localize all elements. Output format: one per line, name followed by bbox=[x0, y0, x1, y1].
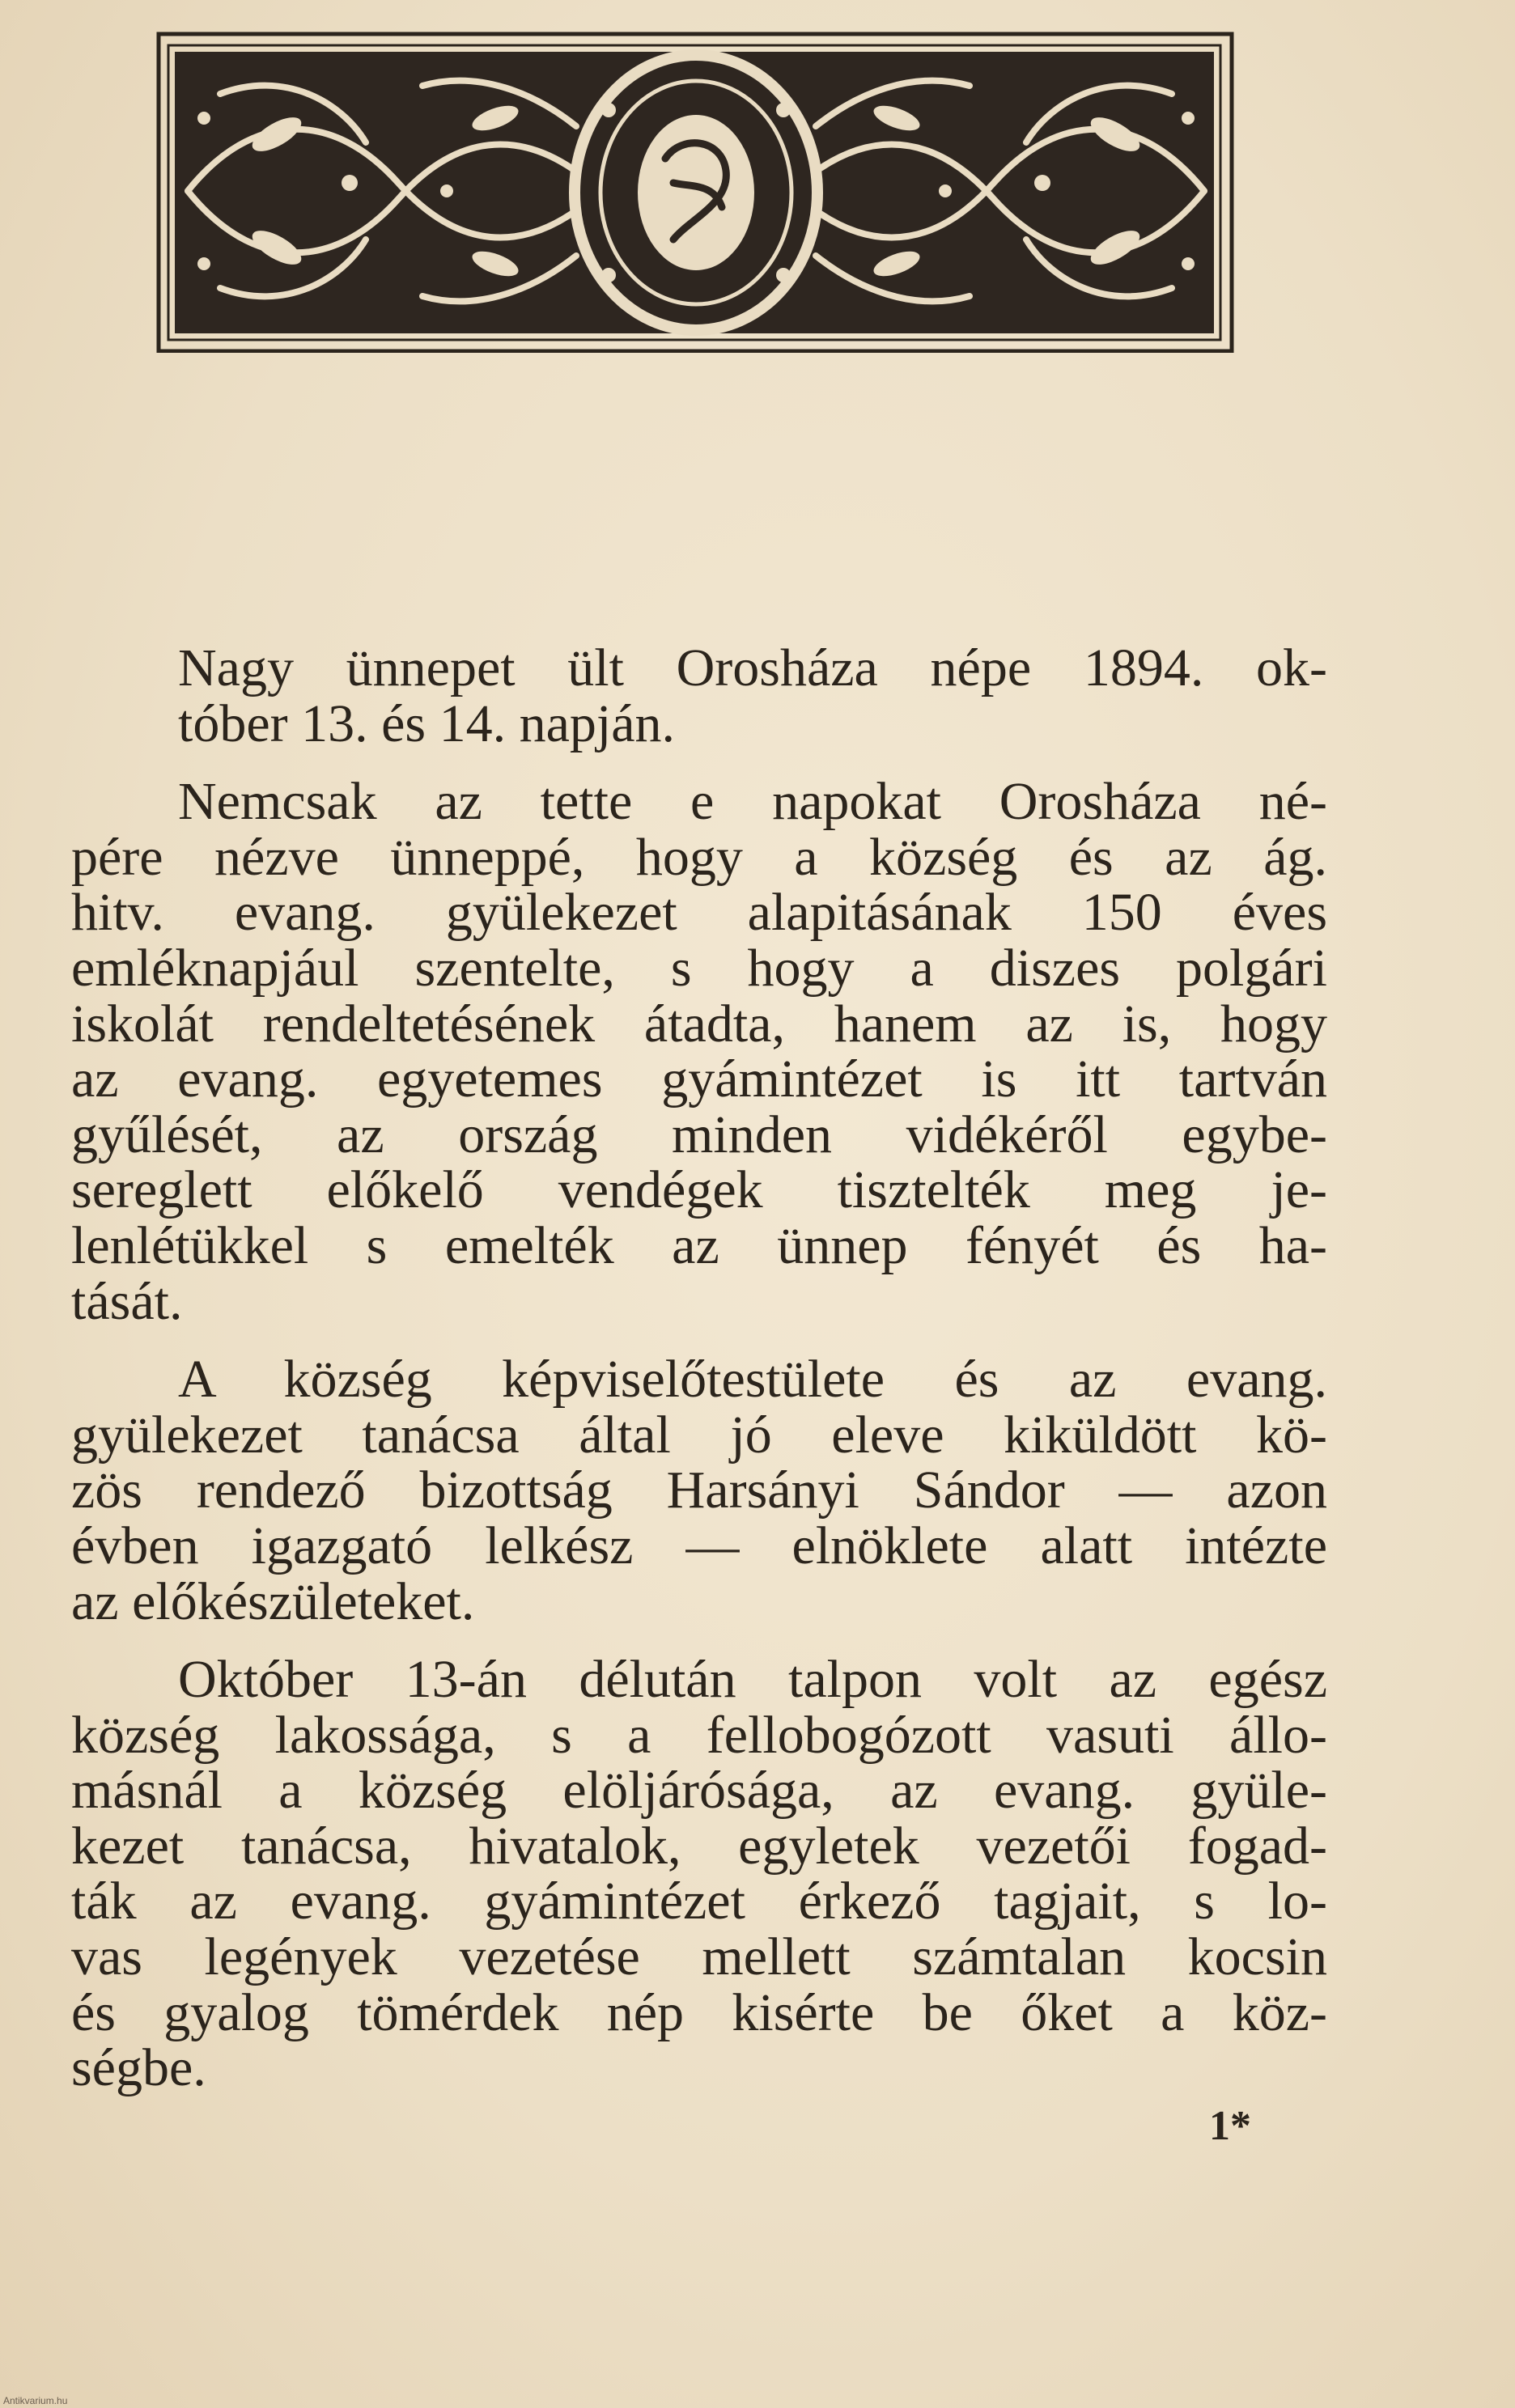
text-line: gyülekezet tanácsa által jó eleve kiküldött kö- bbox=[71, 1405, 1327, 1465]
text-line: pére nézve ünneppé, hogy a község és az ág. bbox=[71, 827, 1327, 887]
paragraph bbox=[71, 1652, 1327, 2096]
text-line: A község képviselőtestülete és az evang. bbox=[178, 1350, 1327, 1410]
text-line: másnál a község elöljárósága, az evang. gyüle- bbox=[71, 1761, 1327, 1821]
signature-mark: 1* bbox=[1209, 2103, 1251, 2149]
paragraph bbox=[71, 638, 1327, 753]
text-line: sereglett előkelő vendégek tisztelték meg je- bbox=[71, 1160, 1327, 1220]
text-line: ségbe. bbox=[71, 2038, 206, 2098]
paragraph bbox=[71, 774, 1327, 1329]
text-line: tását. bbox=[71, 1271, 183, 1331]
watermark: Antikvarium.hu bbox=[3, 2395, 68, 2406]
text-line: iskolát rendeltetésének átadta, hanem az is, hogy bbox=[71, 994, 1327, 1054]
body-text bbox=[71, 638, 1327, 2098]
text-line: hitv. evang. gyülekezet alapitásának 150 éves bbox=[71, 883, 1327, 943]
text-line: lenlétükkel s emelték az ünnep fényét és ha- bbox=[71, 1215, 1327, 1275]
paragraph bbox=[71, 1352, 1327, 1630]
text-line: kezet tanácsa, hivatalok, egyletek vezetői fogad- bbox=[71, 1816, 1327, 1876]
text-line: évben igazgató lelkész — elnöklete alatt intézte bbox=[71, 1516, 1327, 1575]
text-line: gyűlését, az ország minden vidékéről egybe- bbox=[71, 1104, 1327, 1164]
text-line: Nemcsak az tette e napokat Orosháza né- bbox=[178, 772, 1327, 832]
text-line: az evang. egyetemes gyámintézet is itt tartván bbox=[71, 1049, 1327, 1109]
text-line: ták az evang. gyámintézet érkező tagjait, s lo- bbox=[71, 1872, 1327, 1931]
text-line: az előkészületeket. bbox=[71, 1571, 475, 1631]
text-line: Október 13-án délután talpon volt az egész bbox=[178, 1650, 1327, 1710]
headpiece-ornament-icon bbox=[155, 21, 1237, 353]
text-line: és gyalog tömérdek nép kisérte be őket a köz- bbox=[71, 1982, 1327, 2042]
text-line: emléknapjául szentelte, s hogy a diszes polgári bbox=[71, 938, 1327, 998]
ornamental-headpiece bbox=[155, 21, 1237, 353]
text-line: vas legények vezetése mellett számtalan kocsin bbox=[71, 1927, 1327, 1987]
text-line: tóber 13. és 14. napján. bbox=[178, 693, 676, 753]
text-line: község lakossága, s a fellobogózott vasuti állo- bbox=[71, 1705, 1327, 1765]
text-line: Nagy ünnepet ült Orosháza népe 1894. ok- bbox=[178, 638, 1327, 697]
text-line: zös rendező bizottság Harsányi Sándor — azon bbox=[71, 1460, 1327, 1520]
